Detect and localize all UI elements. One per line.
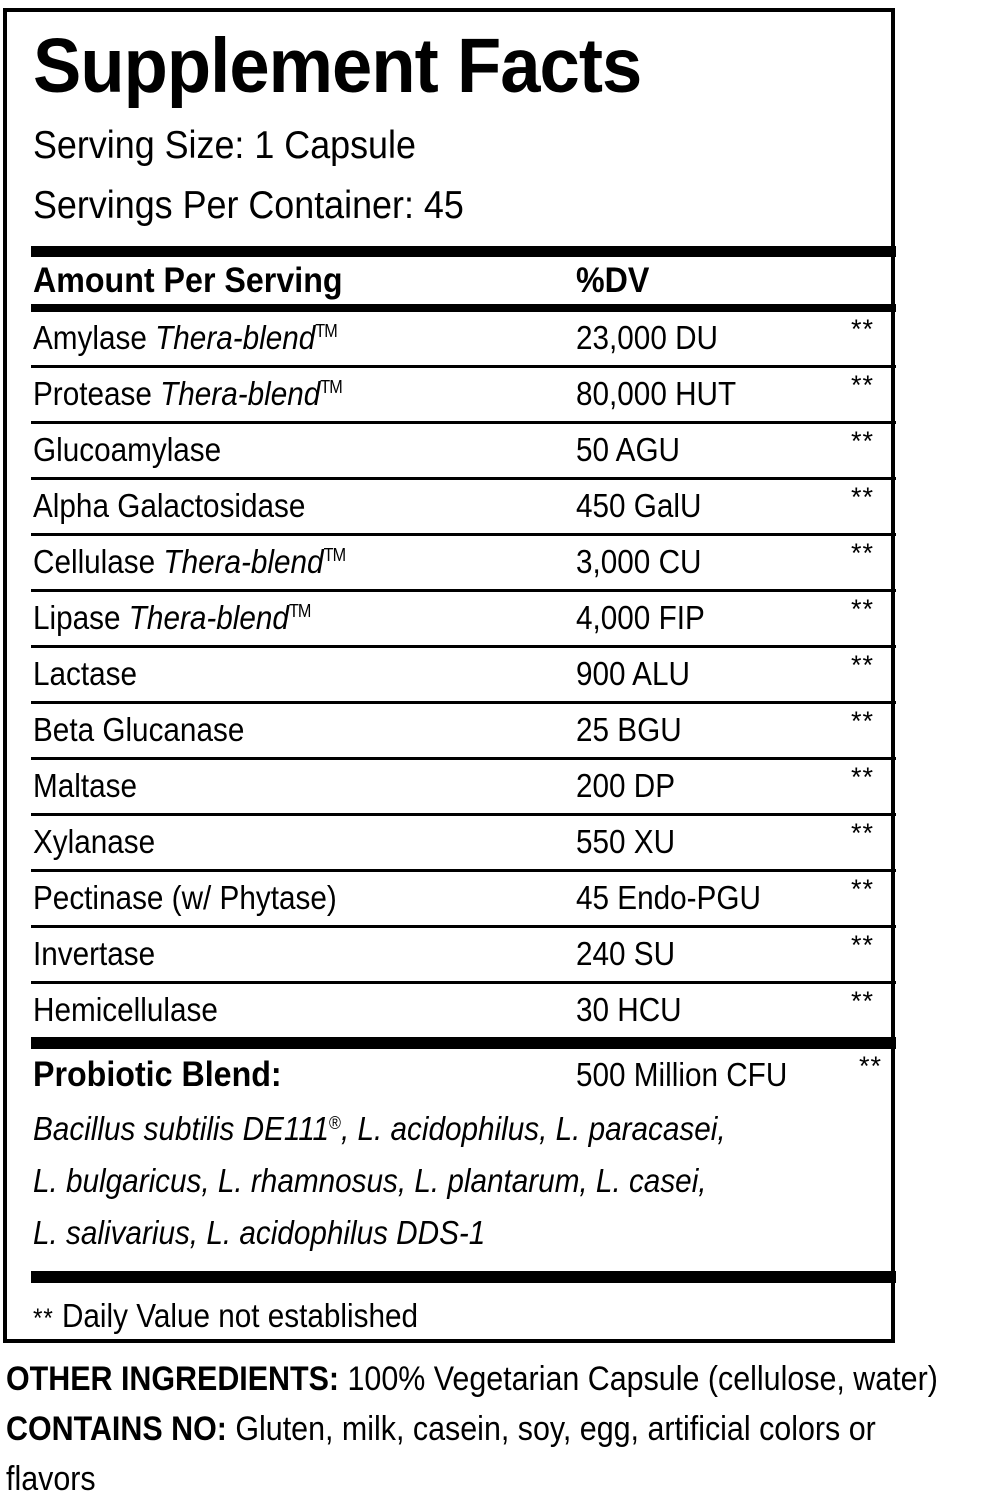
- table-row: [31, 816, 887, 869]
- supplement-facts-content: [31, 12, 887, 1339]
- trademark-icon: TM: [288, 601, 311, 621]
- table-header-row: [31, 257, 887, 304]
- ingredient-name-text: Cellulase: [33, 543, 164, 580]
- ingredient-amount: 45 Endo-PGU: [576, 879, 761, 916]
- other-ingredients-label: OTHER INGREDIENTS:: [6, 1360, 340, 1398]
- probiotic-blend-amount: 500 Million CFU: [576, 1056, 788, 1093]
- ingredient-name: [33, 935, 155, 973]
- ingredient-name-text: Alpha Galactosidase: [33, 487, 306, 524]
- ingredient-daily-value: **: [851, 762, 875, 792]
- trademark-icon: TM: [323, 545, 346, 565]
- ingredient-name: [33, 431, 221, 469]
- probiotic-divider-thick: [31, 1037, 896, 1049]
- registered-mark-icon: ®: [329, 1113, 341, 1133]
- thera-blend-mark: Thera-blend™: [128, 599, 311, 636]
- probiotic-strains-line-2: L. bulgaricus, L. rhamnosus, L. plantarum, L. casei,: [33, 1162, 707, 1199]
- table-row: [31, 424, 887, 477]
- daily-value-footnote: [33, 1297, 802, 1335]
- ingredient-daily-value: **: [851, 930, 875, 960]
- contains-no-value: Gluten, milk, casein, soy, egg, artificial colors or: [226, 1410, 876, 1448]
- ingredient-name: [33, 599, 311, 637]
- trademark-icon: TM: [315, 321, 337, 341]
- footnote-asterisk-marker: **: [33, 1303, 54, 1333]
- ingredient-daily-value: **: [851, 986, 875, 1016]
- ingredient-name-text: Xylanase: [33, 823, 156, 860]
- ingredient-daily-value: **: [851, 706, 875, 736]
- ingredient-daily-value: **: [851, 314, 875, 344]
- strain-list-continued: , L. acidophilus, L. paracasei,: [340, 1110, 726, 1147]
- ingredient-amount: 30 HCU: [576, 991, 682, 1028]
- footnote-divider-thick: [31, 1271, 896, 1283]
- other-ingredients-value: 100% Vegetarian Capsule (cellulose, water): [339, 1360, 938, 1398]
- ingredient-name-text: Lipase: [33, 599, 129, 636]
- thera-blend-mark: Thera-blend™: [163, 543, 346, 580]
- ingredient-amount: 240 SU: [576, 935, 676, 972]
- serving-size-text: Serving Size: 1 Capsule: [33, 124, 416, 167]
- header-divider-medium: [31, 304, 896, 312]
- ingredient-name: [33, 767, 137, 805]
- column-header-dv: %DV: [576, 261, 650, 300]
- ingredient-name-text: Protease: [33, 375, 161, 412]
- ingredient-daily-value: **: [851, 426, 875, 456]
- ingredient-name: [33, 655, 137, 693]
- ingredient-daily-value: **: [851, 482, 875, 512]
- ingredient-name: [33, 543, 345, 581]
- column-header-amount: Amount Per Serving: [33, 261, 343, 300]
- table-row: [31, 928, 887, 981]
- ingredient-name-text: Pectinase (w/ Phytase): [33, 879, 337, 916]
- trademark-icon: TM: [320, 377, 342, 397]
- ingredient-name-text: Hemicellulase: [33, 991, 218, 1028]
- ingredient-amount: 25 BGU: [576, 711, 682, 748]
- contains-no-label: CONTAINS NO:: [6, 1410, 227, 1448]
- probiotic-blend-dv: **: [859, 1051, 883, 1081]
- ingredient-name: [33, 711, 244, 749]
- table-row: [31, 480, 887, 533]
- ingredient-daily-value: **: [851, 650, 875, 680]
- ingredient-name: [33, 487, 305, 525]
- ingredient-name-text: Amylase: [33, 319, 156, 356]
- table-row: [31, 704, 887, 757]
- ingredient-daily-value: **: [851, 818, 875, 848]
- thera-blend-mark: Thera-blend™: [160, 375, 342, 412]
- ingredient-name-text: Glucoamylase: [33, 431, 222, 468]
- ingredient-name: [33, 375, 342, 413]
- ingredient-table: [31, 312, 887, 1037]
- probiotic-strains-line-1: [33, 1112, 802, 1145]
- ingredient-name: [33, 991, 218, 1029]
- table-row: [31, 312, 887, 365]
- supplement-facts-panel: [3, 8, 895, 1343]
- probiotic-strains-line-3: L. salivarius, L. acidophilus DDS-1: [33, 1214, 486, 1251]
- ingredient-name: [33, 823, 155, 861]
- ingredient-name-text: Maltase: [33, 767, 138, 804]
- ingredient-daily-value: **: [851, 874, 875, 904]
- table-row: [31, 648, 887, 701]
- servings-per-container-text: Servings Per Container: 45: [33, 184, 464, 227]
- ingredient-amount: 900 ALU: [576, 655, 690, 692]
- ingredient-name: [33, 879, 337, 917]
- header-divider-thick: [31, 246, 896, 257]
- ingredient-name-text: Beta Glucanase: [33, 711, 245, 748]
- other-ingredients-block: [6, 1362, 1006, 1496]
- contains-no-line: [6, 1412, 901, 1446]
- table-row: [31, 536, 887, 589]
- table-row: [31, 984, 887, 1037]
- footnote-label: Daily Value not established: [53, 1297, 419, 1334]
- ingredient-amount: 3,000 CU: [576, 543, 702, 580]
- table-row: [31, 760, 887, 813]
- ingredient-amount: 550 XU: [576, 823, 676, 860]
- thera-blend-mark: Thera-blend™: [155, 319, 337, 356]
- ingredient-amount: 200 DP: [576, 767, 676, 804]
- ingredient-amount: 80,000 HUT: [576, 375, 737, 412]
- ingredient-amount: 50 AGU: [576, 431, 681, 468]
- ingredient-name-text: Invertase: [33, 935, 156, 972]
- ingredient-name: [33, 319, 337, 357]
- ingredient-daily-value: **: [851, 538, 875, 568]
- table-row: [31, 592, 887, 645]
- probiotic-blend-label: Probiotic Blend:: [33, 1055, 282, 1094]
- table-row: [31, 368, 887, 421]
- table-row: [31, 872, 887, 925]
- ingredient-name-text: Lactase: [33, 655, 138, 692]
- strain-name-bacillus: Bacillus subtilis DE111: [33, 1110, 330, 1147]
- ingredient-amount: 4,000 FIP: [576, 599, 705, 636]
- ingredient-daily-value: **: [851, 594, 875, 624]
- page-title: Supplement Facts: [33, 23, 642, 109]
- contains-no-line-wrap: flavors: [6, 1460, 96, 1498]
- ingredient-amount: 23,000 DU: [576, 319, 718, 356]
- ingredient-daily-value: **: [851, 370, 875, 400]
- ingredient-amount: 450 GalU: [576, 487, 702, 524]
- probiotic-blend-row: [31, 1049, 887, 1105]
- other-ingredients-line: [6, 1360, 938, 1398]
